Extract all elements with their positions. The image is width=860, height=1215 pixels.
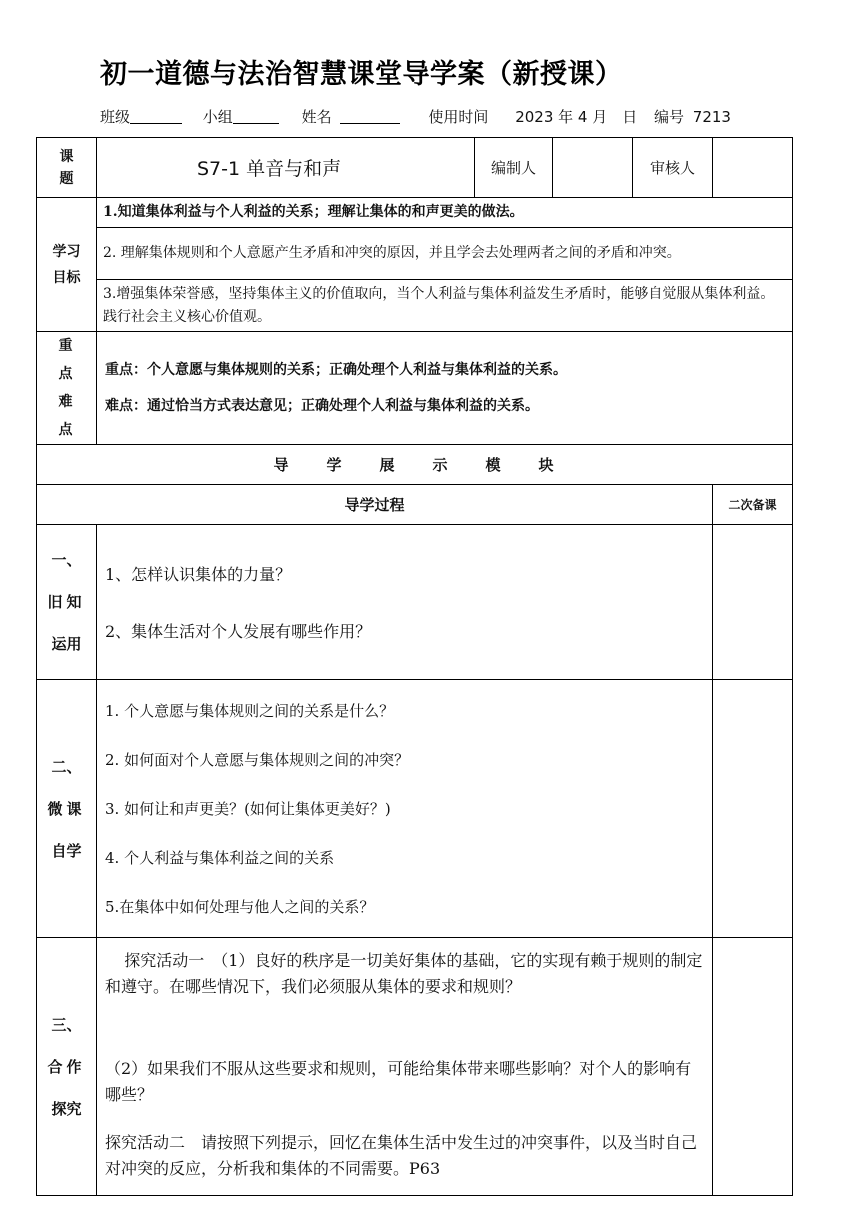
question: 1. 个人意愿与集体规则之间的关系是什么？: [105, 702, 395, 720]
keypoints-label-cell: [37, 332, 97, 445]
section-3-second-prep: [713, 938, 793, 1196]
process-header: 导学过程: [37, 485, 713, 525]
number-value: 7213: [692, 108, 731, 126]
keypoints-row: [37, 332, 793, 445]
question: 1、怎样认识集体的力量？: [105, 565, 292, 584]
section-row-3: [37, 938, 793, 1196]
section-row-1: [37, 525, 793, 680]
time-label: 使用时间: [428, 108, 489, 126]
section-1-label-line: 一、: [51, 551, 82, 569]
question: 5.在集体中如何处理与他人之间的关系？: [105, 898, 375, 916]
module-header-char: 展: [379, 456, 397, 474]
module-header-char: 示: [432, 456, 450, 474]
editor-value: [553, 138, 633, 198]
section-1-label-line: 旧知: [47, 593, 86, 611]
section-2-label-line: 自学: [51, 841, 82, 860]
second-prep-header: 二次备课: [713, 485, 793, 525]
question: 2. 如何面对个人意愿与集体规则之间的冲突？: [105, 751, 410, 769]
section-row-2: [37, 680, 793, 938]
paragraph: 探究活动二 请按照下列提示，回忆在集体生活中发生过的冲突事件，以及当时自己对冲突的反应，分析我和集体的不同需要。P63: [105, 1133, 698, 1178]
objectives-label: 学习目标: [52, 243, 81, 286]
name-label: 姓名: [301, 108, 332, 126]
course-label-cell: [37, 138, 97, 198]
reviewer-label: 审核人: [633, 138, 713, 198]
module-header-char: 模: [485, 456, 503, 474]
course-title: S7-1 单音与和声: [97, 138, 475, 198]
section-3-label-line: 探究: [51, 1099, 82, 1118]
section-3-content: [97, 938, 713, 1196]
group-label: 小组: [202, 108, 233, 126]
reviewer-value: [713, 138, 793, 198]
name-blank: [340, 109, 400, 124]
question: 4. 个人利益与集体利益之间的关系: [105, 849, 335, 867]
objective-item-2: 2. 理解集体规则和个人意愿产生矛盾和冲突的原因，并且学会去处理两者之间的矛盾和冲突。: [97, 228, 793, 280]
paragraph: （2）如果我们不服从这些要求和规则，可能给集体带来哪些影响？对个人的影响有哪些？: [105, 1059, 692, 1104]
section-2-content: [97, 680, 713, 938]
objective-row-2: [37, 228, 793, 280]
section-1-label: [37, 525, 97, 680]
info-line: [100, 106, 731, 127]
section-1-second-prep: [713, 525, 793, 680]
section-3-label: [37, 938, 97, 1196]
section-1-content: [97, 525, 713, 680]
objective-item-3: 3.增强集体荣誉感，坚持集体主义的价值取向，当个人利益与集体利益发生矛盾时，能够自觉服从集体利益。践行社会主义核心价值观。: [97, 280, 793, 332]
section-2-label-line: 微课: [47, 799, 86, 818]
section-2-second-prep: [713, 680, 793, 938]
question: 2、集体生活对个人发展有哪些作用？: [105, 622, 372, 641]
process-header-row: [37, 485, 793, 525]
module-header: [37, 445, 793, 485]
number-label: 编号: [654, 108, 685, 126]
lesson-table: [36, 137, 793, 1196]
course-row: [37, 138, 793, 198]
module-header-char: 导: [273, 456, 291, 474]
module-header-char: 块: [538, 456, 556, 474]
paragraph: 探究活动一 （1）良好的秩序是一切美好集体的基础，它的实现有赖于规则的制定和遵守。在哪些情况下，我们必须服从集体的要求和规则？: [105, 951, 703, 996]
section-1-label-line: 运用: [51, 635, 82, 653]
editor-label: 编制人: [475, 138, 553, 198]
group-blank: [233, 109, 279, 124]
section-3-label-line: 合作: [47, 1057, 86, 1076]
module-header-char: 学: [326, 456, 344, 474]
question: 3. 如何让和声更美？(如何让集体更美好？): [105, 800, 391, 818]
class-blank: [130, 109, 182, 124]
objective-row-3: [37, 280, 793, 332]
objectives-label-cell: [37, 198, 97, 332]
class-label: 班级: [100, 108, 131, 126]
section-2-label-line: 二、: [51, 757, 82, 776]
date-text: 2023 年 4 月 日: [515, 108, 638, 126]
page-title: 初一道德与法治智慧课堂导学案（新授课）: [100, 59, 623, 90]
objective-row-1: [37, 198, 793, 228]
module-header-row: [37, 445, 793, 485]
key-point: 重点：个人意愿与集体规则的关系；正确处理个人利益与集体利益的关系。: [105, 362, 567, 378]
section-3-label-line: 三、: [51, 1015, 82, 1034]
keypoints-label: 重点难点: [58, 338, 75, 438]
objective-item-1: 1.知道集体利益与个人利益的关系；理解让集体的和声更美的做法。: [97, 198, 793, 228]
section-2-label: [37, 680, 97, 938]
course-label: 课题: [59, 148, 74, 187]
keypoints-cell: [97, 332, 793, 445]
difficult-point: 难点：通过恰当方式表达意见；正确处理个人利益与集体利益的关系。: [105, 398, 539, 414]
